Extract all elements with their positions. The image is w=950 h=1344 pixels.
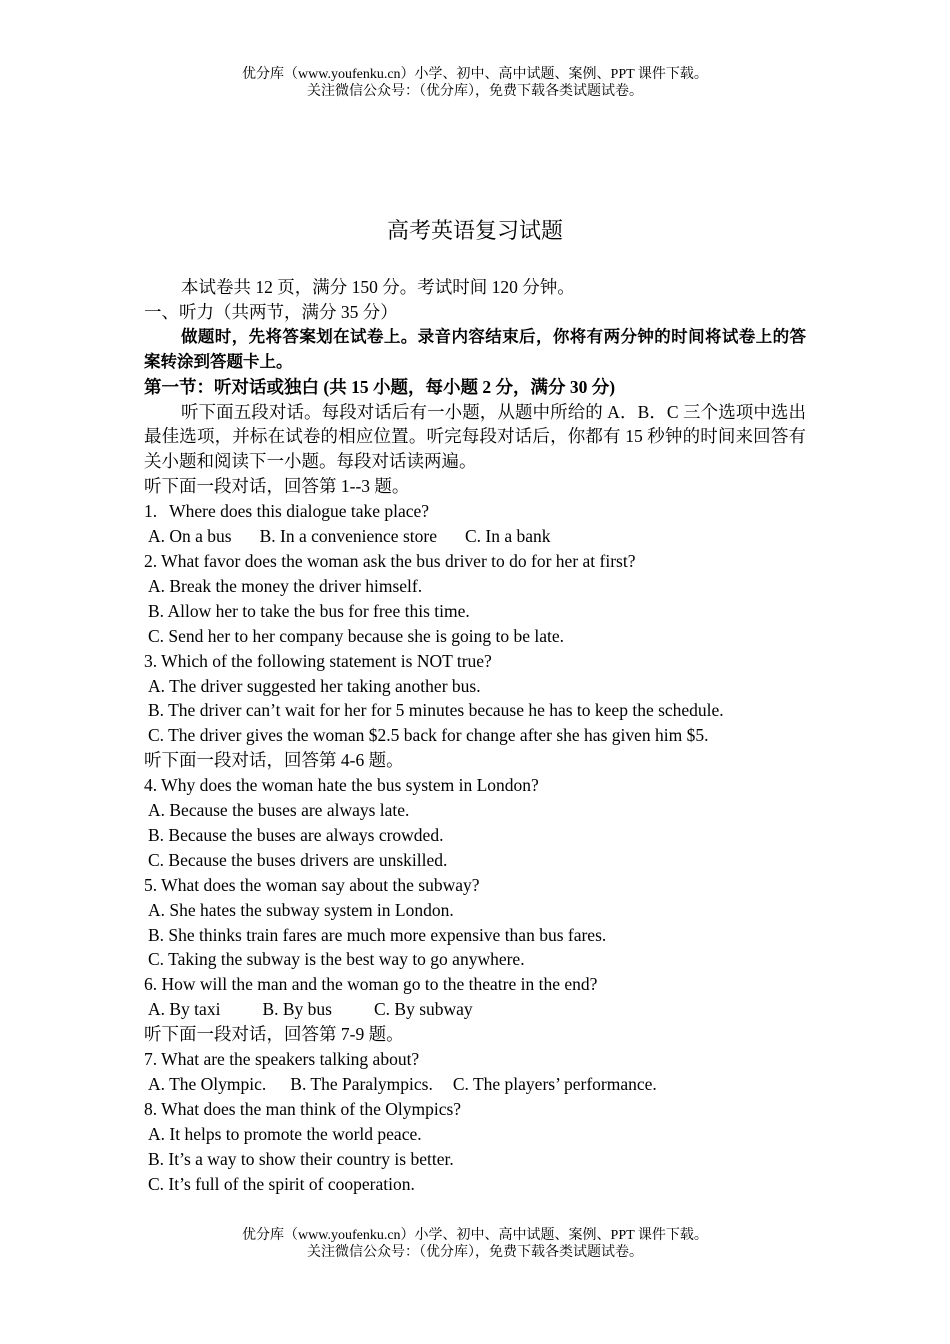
option-c: C. The players’ performance. <box>452 1074 657 1094</box>
question-7: 7. What are the speakers talking about? <box>144 1049 420 1070</box>
option-b: B. The Paralympics. <box>290 1074 433 1094</box>
option-a: A. The driver suggested her taking another bus. <box>148 675 481 696</box>
option-c: C. Send her to her company because she is going to be late. <box>148 625 565 646</box>
page-header <box>0 66 950 100</box>
group-heading-1: 听下面一段对话，回答第 1--3 题。 <box>144 476 410 497</box>
question-1-text: Where does this dialogue take place? <box>169 501 430 522</box>
group-heading-3: 听下面一段对话，回答第 7-9 题。 <box>144 1024 404 1045</box>
question-1-options <box>144 524 806 549</box>
option-c: C. The driver gives the woman $2.5 back for change after she has given him $5. <box>148 725 709 746</box>
option-a: A. She hates the subway system in London. <box>148 899 454 920</box>
question-4: 4. Why does the woman hate the bus system in London? <box>144 775 539 796</box>
footer-line-1: 优分库（www.youfenku.cn）小学、初中、高中试题、案例、PPT 课件下载。 <box>242 1228 708 1243</box>
question-1-number: 1. <box>144 501 158 522</box>
option-b: B. The driver can’t wait for her for 5 minutes because he has to keep the schedule. <box>148 700 724 721</box>
question-6-options <box>144 997 806 1022</box>
option-b: B. It’s a way to show their country is better. <box>148 1148 454 1169</box>
option-a: A. It helps to promote the world peace. <box>148 1123 422 1144</box>
group-heading-2: 听下面一段对话，回答第 4-6 题。 <box>144 750 404 771</box>
header-line-1: 优分库（www.youfenku.cn）小学、初中、高中试题、案例、PPT 课件下载。 <box>242 67 708 82</box>
option-c: C. By subway <box>373 999 473 1020</box>
part1-heading: 一、听力（共两节，满分 35 分） <box>144 301 398 322</box>
option-c: C. Taking the subway is the best way to go anywhere. <box>148 949 525 970</box>
question-6: 6. How will the man and the woman go to the theatre in the end? <box>144 974 598 995</box>
section1-instruction: 听下面五段对话。每段对话后有一小题，从题中所给的 A．B．C 三个选项中选出最佳选项，并标在试卷的相应位置。听完每段对话后，你都有 15 秒钟的时间来回答有关小题和阅读下一小题。每段对话读两遍。 <box>144 401 806 472</box>
option-b: B. In a convenience store <box>259 526 437 547</box>
footer-line-2: 关注微信公众号：（优分库），免费下载各类试题试卷。 <box>307 1245 643 1260</box>
option-b: B. Allow her to take the bus for free this time. <box>148 600 470 621</box>
option-a: A. The Olympic. <box>148 1074 267 1094</box>
page-footer <box>0 1227 950 1261</box>
part1-instruction: 做题时，先将答案划在试卷上。录音内容结束后，你将有两分钟的时间将试卷上的答案转涂到答题卡上。 <box>144 326 806 371</box>
question-5: 5. What does the woman say about the subway? <box>144 874 480 895</box>
option-b: B. Because the buses are always crowded. <box>148 824 444 845</box>
page-title: 高考英语复习试题 <box>386 219 563 244</box>
option-a: A. Break the money the driver himself. <box>148 575 423 596</box>
question-7-options <box>144 1072 806 1097</box>
question-8: 8. What does the man think of the Olympics? <box>144 1098 462 1119</box>
question-3: 3. Which of the following statement is NOT true? <box>144 650 492 671</box>
option-b: B. By bus <box>262 999 332 1020</box>
option-b: B. She thinks train fares are much more expensive than bus fares. <box>148 924 607 945</box>
option-c: C. In a bank <box>464 526 551 547</box>
option-a: A. Because the buses are always late. <box>148 800 410 821</box>
option-c: C. Because the buses drivers are unskilled. <box>148 849 448 870</box>
section1-heading: 第一节：听对话或独白 (共 15 小题，每小题 2 分，满分 30 分) <box>144 376 616 397</box>
exam-intro: 本试卷共 12 页，满分 150 分。考试时间 120 分钟。 <box>181 277 575 297</box>
question-1 <box>144 499 806 524</box>
option-a: A. By taxi <box>148 999 221 1020</box>
option-a: A. On a bus <box>148 526 232 547</box>
question-2: 2. What favor does the woman ask the bus driver to do for her at first? <box>144 550 636 571</box>
option-c: C. It’s full of the spirit of cooperation. <box>148 1173 415 1194</box>
header-line-2: 关注微信公众号：（优分库），免费下载各类试题试卷。 <box>307 84 643 99</box>
exam-content <box>144 275 806 1197</box>
